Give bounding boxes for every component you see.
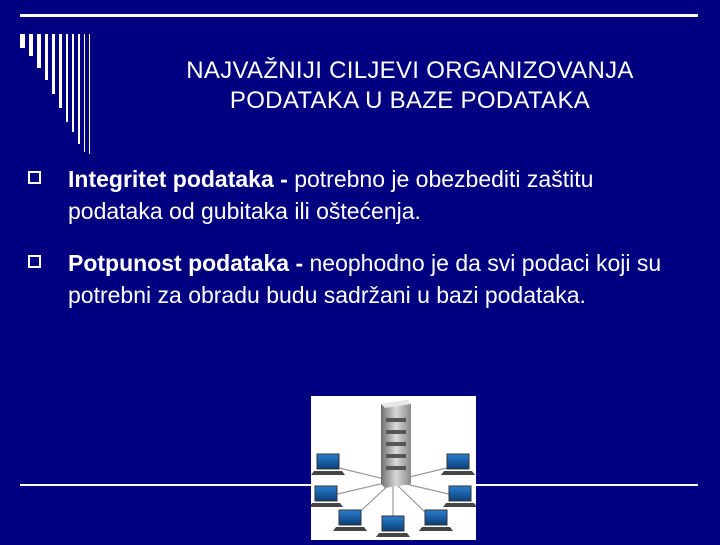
database-network-illustration <box>311 396 476 540</box>
bullet-term: Potpunost podataka - <box>68 250 304 276</box>
server-icon <box>381 400 411 488</box>
bullet-item-integritet <box>28 163 688 227</box>
square-bullet-icon <box>28 255 41 268</box>
bottom-divider-right <box>476 484 698 486</box>
bullet-text: potrebno je obezbediti zaštitu podataka od gubitaka ili oštećenja. <box>68 166 594 224</box>
bullet-text: neophodno je da svi podaci koji su potrebni za obradu budu sadržani u bazi podataka. <box>68 250 662 308</box>
title-line-1: NAJVAŽNIJI CILJEVI ORGANIZOVANJA <box>186 57 634 84</box>
bottom-divider-left <box>20 484 311 486</box>
square-bullet-icon <box>28 171 41 184</box>
title-line-2: PODATAKA U BAZE PODATAKA <box>229 87 591 114</box>
slide-title <box>140 56 680 116</box>
bullet-term: Integritet podataka - <box>68 166 288 192</box>
bullet-item-potpunost <box>28 247 688 311</box>
top-divider <box>20 14 698 17</box>
database-network-icon <box>311 396 476 540</box>
bullet-list <box>28 163 688 331</box>
decorative-bars <box>20 34 140 154</box>
